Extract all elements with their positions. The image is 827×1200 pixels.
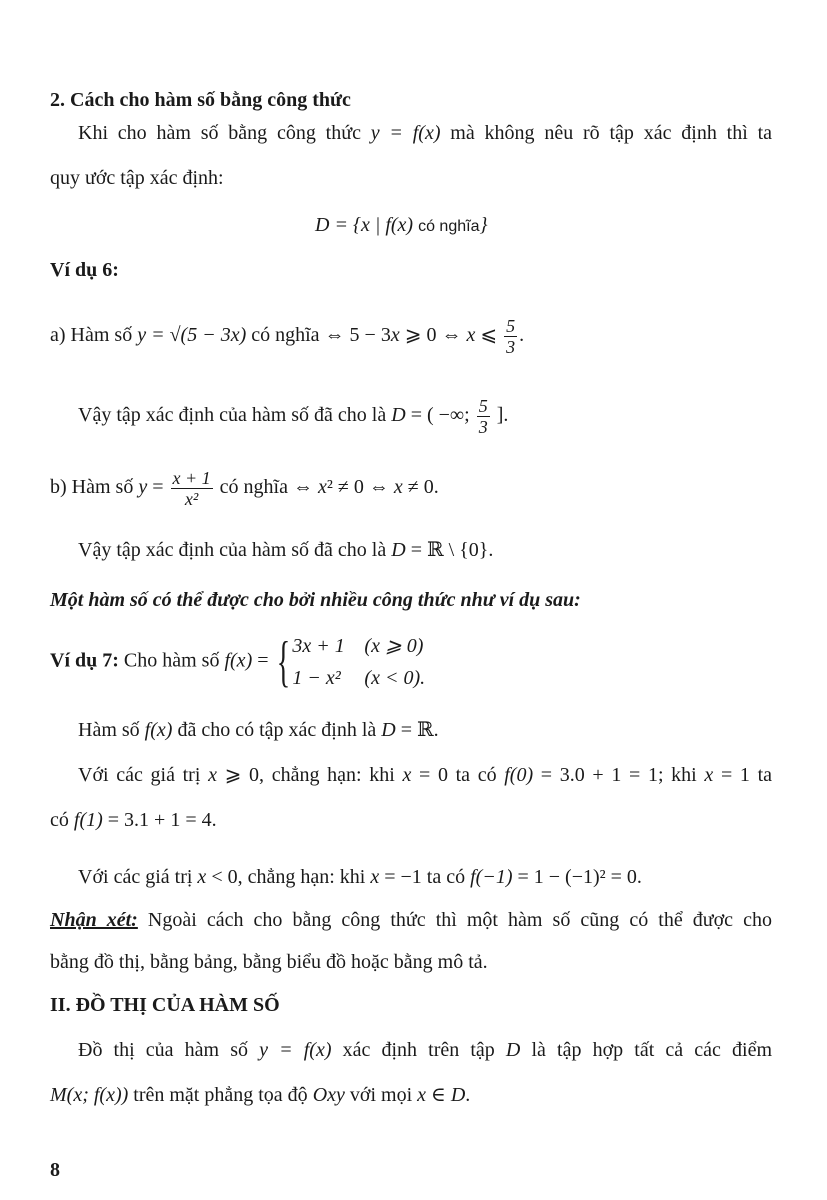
example-part-b (50, 468, 439, 509)
paragraph-line (50, 950, 488, 974)
case-condition: (x < 0). (364, 667, 426, 689)
text-run: II. ĐỒ THỊ CỦA HÀM SỐ (50, 994, 280, 1016)
case-condition: (x ⩾ 0) (364, 635, 424, 657)
math-expression: f(0) (504, 764, 534, 786)
paragraph-line (78, 1038, 772, 1062)
math-expression: x (370, 866, 380, 888)
text-run: bằng đồ thị, bằng bảng, bằng biểu đồ hoặc bằng mô tả. (50, 951, 488, 973)
text-run: ⩾ 0, chẳng hạn: khi (216, 764, 403, 786)
text-run: Khi cho hàm số bằng công thức (78, 122, 371, 144)
math-expression: f(x) (224, 649, 253, 672)
text-run: < 0, chẳng hạn: khi (206, 866, 371, 888)
case-expression: 1 − x² (292, 667, 341, 689)
math-expression: x (317, 476, 327, 499)
paragraph-line (78, 865, 642, 889)
text-run: = 3.0 + 1 = 1; khi (533, 764, 705, 786)
math-expression: y (138, 476, 148, 499)
text-run: có (50, 809, 74, 831)
math-expression: x (402, 764, 412, 786)
text-run: ≠ 0. (402, 476, 439, 499)
math-expression: } (479, 214, 488, 236)
math-expression: x (197, 866, 207, 888)
math-expression: x (417, 1084, 427, 1106)
text-run: . (519, 324, 525, 347)
fraction-denominator: x² (184, 489, 199, 509)
remark-label: Nhận xét: (50, 909, 138, 931)
text-run: Với các giá trị (78, 866, 198, 888)
text-run: = (147, 476, 169, 499)
math-expression: y = f(x) (370, 122, 441, 144)
remark (50, 908, 772, 932)
math-expression: f(x) (144, 719, 173, 741)
math-expression: f(−1) (470, 866, 513, 888)
piecewise-cases (292, 630, 425, 694)
paragraph-line (50, 166, 224, 190)
text-run: quy ước tập xác định: (50, 167, 224, 189)
text-run: Đồ thị của hàm số (78, 1039, 260, 1061)
section-heading (50, 993, 280, 1017)
fraction-numerator: 5 (506, 316, 516, 336)
math-expression: D (391, 539, 406, 561)
math-expression: D (391, 404, 406, 427)
text-run: = (252, 649, 274, 672)
math-expression: x (704, 764, 714, 786)
piecewise-function (274, 630, 426, 694)
example-part-a-result (78, 396, 508, 437)
emphasis-note (50, 588, 581, 612)
paragraph-line (78, 718, 439, 742)
text-run: ]. (491, 404, 509, 427)
math-text: có nghĩa (418, 218, 480, 235)
math-expression: x (466, 324, 476, 347)
text-run: . (465, 1084, 471, 1106)
math-expression: f(1) (73, 809, 103, 831)
text-run: 2. Cách cho hàm số bằng công thức (50, 89, 351, 111)
text-run: = −1 ta có (379, 866, 471, 888)
text-run: có nghĩa ⇔ 5 − 3 (246, 324, 391, 347)
math-expression: x (208, 764, 217, 786)
text-run: đã cho có tập xác định là (172, 719, 382, 741)
text-run: = 0 ta có (411, 764, 505, 786)
text-run: Một hàm số có thể được cho bởi nhiều công thức như ví dụ sau: (50, 589, 581, 611)
text-run: a) Hàm số (50, 324, 138, 347)
text-run: Vậy tập xác định của hàm số đã cho là (78, 539, 392, 561)
paragraph-line (50, 1083, 470, 1107)
paragraph-line (50, 808, 217, 832)
fraction-numerator: x + 1 (172, 468, 211, 488)
text-run: là tập hợp tất cả các điểm (520, 1039, 773, 1061)
fraction (171, 468, 213, 509)
math-expression: Oxy (312, 1084, 345, 1106)
text-run: xác định trên tập (331, 1039, 506, 1061)
paragraph-line (78, 121, 772, 145)
math-expression: D (505, 1039, 521, 1061)
text-run: ⩽ (475, 324, 503, 347)
text-run: với mọi (344, 1084, 418, 1106)
section-heading (50, 88, 351, 112)
text-run: = ℝ \ {0}. (405, 539, 494, 561)
piecewise-case (292, 630, 425, 662)
math-expression: D = {x | f(x) (315, 214, 419, 236)
text-run: Hàm số (78, 719, 145, 741)
text-run: ∈ (426, 1084, 451, 1106)
text-run: Cho hàm số (118, 649, 225, 672)
formula-domain (315, 213, 487, 239)
piecewise-case (292, 662, 425, 694)
text-run: ⩾ 0 ⇔ (399, 324, 467, 347)
math-expression: D (450, 1084, 466, 1106)
fraction-numerator: 5 (478, 396, 488, 416)
text-run: mà không nêu rõ tập xác định thì ta (440, 122, 772, 144)
math-expression: M(x; f(x)) (50, 1084, 129, 1106)
brace-symbol: { (276, 631, 290, 693)
text-run: = 1 ta (713, 764, 772, 786)
fraction-denominator: 3 (478, 417, 488, 437)
text-run: = ℝ. (395, 719, 439, 741)
fraction-denominator: 3 (506, 337, 516, 357)
math-expression: x (390, 324, 400, 347)
text-run: = ( −∞; (405, 404, 475, 427)
math-expression: y = √(5 − 3x) (137, 324, 247, 347)
fraction (477, 396, 490, 437)
math-expression: D (381, 719, 396, 741)
example-part-b-result (78, 538, 493, 562)
paragraph-line (78, 763, 772, 787)
math-expression: y = f(x) (259, 1039, 332, 1061)
text-run: Với các giá trị (78, 764, 209, 786)
text-run: trên mặt phẳng tọa độ (128, 1084, 313, 1106)
example-7 (50, 630, 425, 694)
bold-label: Ví dụ 7: (50, 649, 119, 672)
example-heading (50, 258, 119, 282)
case-expression: 3x + 1 (292, 635, 345, 657)
fraction (504, 316, 517, 357)
text-run: Ví dụ 6: (50, 259, 119, 281)
text-run: Vậy tập xác định của hàm số đã cho là (78, 404, 392, 427)
text-run: Ngoài cách cho bằng công thức thì một hàm số cũng có thể được cho (137, 909, 772, 931)
text-run: có nghĩa ⇔ (214, 476, 318, 499)
example-part-a (50, 316, 524, 357)
text-run: = 3.1 + 1 = 4. (102, 809, 217, 831)
text-run: = 1 − (−1)² = 0. (512, 866, 642, 888)
math-expression: x (393, 476, 403, 499)
text-run: ² ≠ 0 ⇔ (326, 476, 394, 499)
page-number: 8 (50, 1159, 60, 1181)
text-run: b) Hàm số (50, 476, 139, 499)
